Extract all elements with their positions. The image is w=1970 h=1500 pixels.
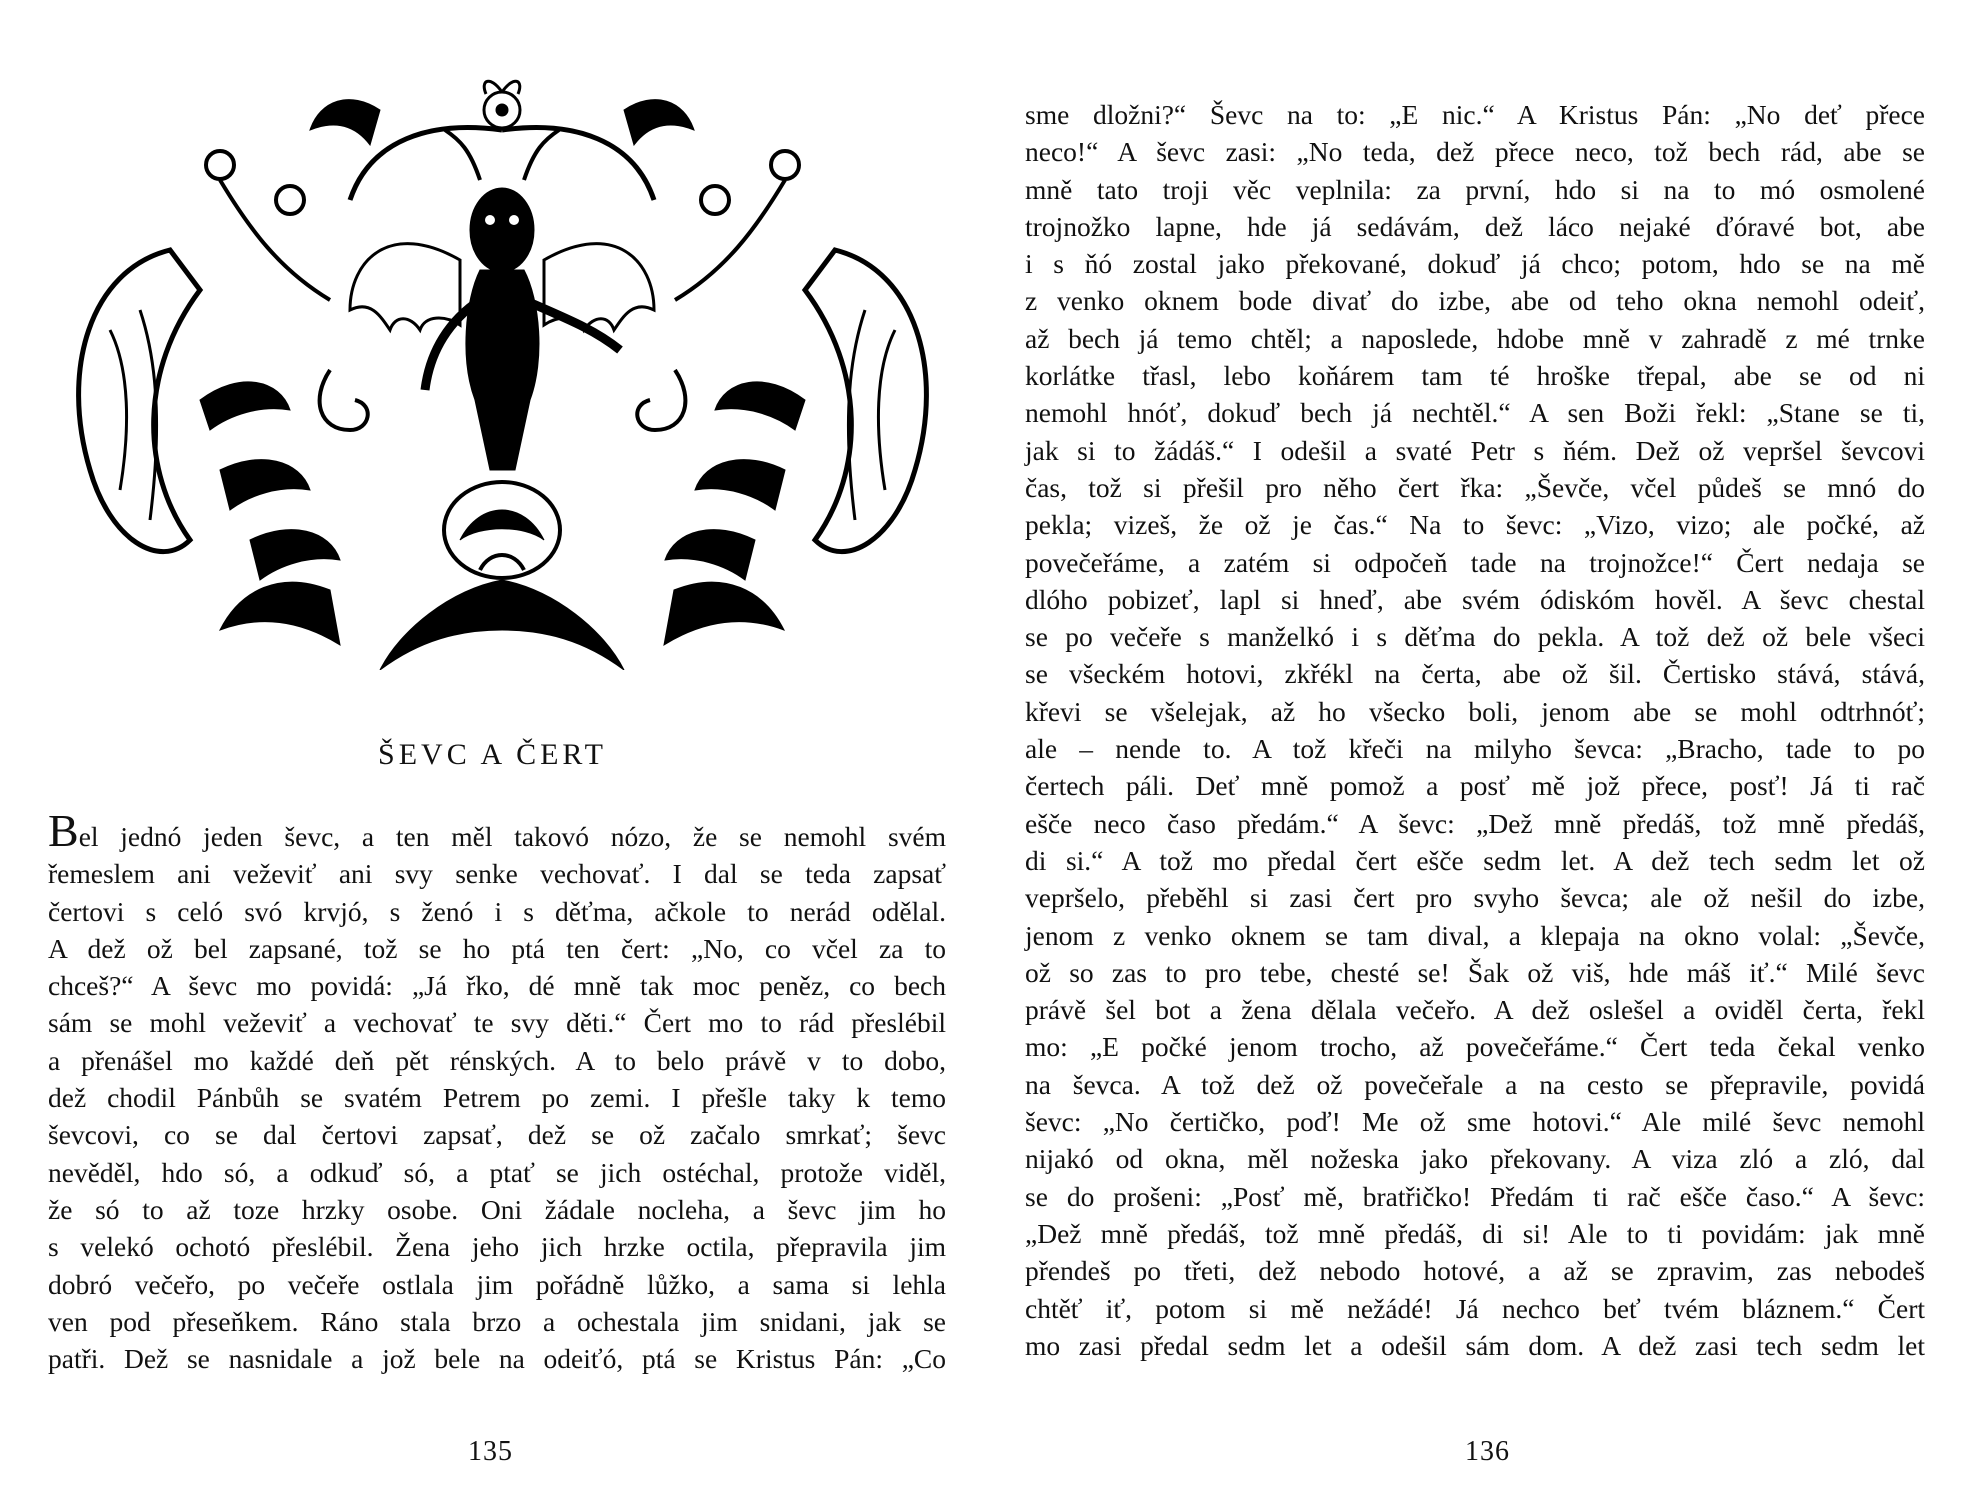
text-line: čas, tož si přešil pro něho čert řka: „Ševče, včel půdeš se mnó do — [1025, 471, 1925, 503]
text-line: ševc: „No čertičko, poď! Me ož sme hotovi.“ Ale milé ševc nemohl — [1025, 1106, 1925, 1138]
text-line: křevi se všelejak, až ho všecko boli, jenom abe se mohl odtrhnóť; — [1025, 695, 1925, 727]
text-line: čertovi s celó svó krvjó, s ženó i s děťma, ačkole to nerád odělal. — [48, 895, 946, 927]
text-line: patři. Dež se nasnidale a jož bele na odeiťó, ptá se Kristus Pán: „Co — [48, 1343, 946, 1375]
text-line: čertech páli. Deť mně pomož a posť mě jož přece, posť! Já ti rač — [1025, 770, 1925, 802]
text-line: ale – nende to. A tož křeči na milyho ševca: „Bracho, tade to po — [1025, 733, 1925, 765]
text-line: trojnožko lapne, hde já sedávám, dež láco nejaké ďóravé bot, abe — [1025, 210, 1925, 242]
text-line: se všeckém hotovi, zkřékl na čerta, abe ož šil. Čertisko stává, stává, — [1025, 658, 1925, 690]
text-line: na ševca. A tož dež ož povečeřale a na cesto se přepravile, povidá — [1025, 1068, 1925, 1100]
text-line: korlátke třasl, lebo koňárem tam té hroške třepal, abe se od ni — [1025, 360, 1925, 392]
text-line: řemeslem ani veževiť ani svy senke vechovať. I dal se teda zapsať — [48, 858, 946, 890]
center-flower-icon — [444, 482, 560, 578]
text-line: povečeřáme, a zatém si odpočeň tade na trojnožce!“ Čert nedaja se — [1025, 546, 1925, 578]
text-line: se do prošeni: „Posť mě, bratřičko! Předám ti rač ešče časo.“ A ševc: — [1025, 1180, 1925, 1212]
text-line: ož so zas to pro tebe, chesté se! Šak ož viš, hde máš iť.“ Milé ševc — [1025, 956, 1925, 988]
text-line: Bel jednó jeden ševc, a ten měl takovó nózo, že se nemohl svém — [48, 805, 946, 856]
text-line: sme dložni?“ Ševc na to: „E nic.“ A Kristus Pán: „No deť přece — [1025, 99, 1925, 130]
text-line: jak si to žádáš.“ I odešil a svaté Petr s ňém. Dež ož vepršel ševcovi — [1025, 434, 1925, 466]
text-line: přendeš po třeti, dež nebodo hotové, a až se zpravim, zas nebodeš — [1025, 1255, 1925, 1287]
text-line: mo: „E počké jenom trocho, až povečeřáme.“ Čert teda čekal venko — [1025, 1031, 1925, 1063]
story-title: ŠEVC A ČERT — [378, 738, 607, 771]
text-line: dež chodil Pánbůh se svatém Petrem po zemi. I přešle taky k temo — [48, 1082, 946, 1114]
text-line: dobró večeřo, po večeře ostlala jim pořádně lůžko, a sama si lehla — [48, 1268, 946, 1300]
text-line: a přenášel mo každé deň pět rénských. A to belo právě v to dobo, — [48, 1044, 946, 1076]
text-line: až bech já temo chtěl; a naposlede, hdobe mně v zahradě z mé trnke — [1025, 322, 1925, 354]
text-line: chtěť iť, potom si mě nežádé! Já nechco beť tvém bláznem.“ Čert — [1025, 1292, 1925, 1324]
text-line: vepršelo, přeběhl si zasi čert pro svyho ševca; ale ož nešil do izbe, — [1025, 882, 1925, 914]
text-line: s velekó ochotó přeslébil. Žena jeho jich hrzke octila, přepravila jim — [48, 1231, 946, 1263]
devil-ornament-illustration — [50, 70, 955, 670]
text-line: že só to až toze hrzky osobe. Oni žádale nocleha, a ševc jim ho — [48, 1193, 946, 1225]
text-line: pekla; vizeš, že ož je čas.“ Na to ševc: „Vizo, vizo; ale počké, až — [1025, 509, 1925, 541]
right-page-text — [1025, 96, 1925, 1364]
text-line: eščе neco časo předám.“ A ševc: „Dež mně předáš, tož mně předáš, — [1025, 807, 1925, 839]
text-line: „Dež mně předáš, tož mně předáš, di si! Ale to ti povidám: jak mně — [1025, 1217, 1925, 1249]
text-line: dlóho pobizeť, lapl si hneď, abe svém ódiskóm hověl. A ševc chestal — [1025, 583, 1925, 615]
text-line: neco!“ A ševc zasi: „No teda, dež přece neco, tož bech rád, abe se — [1025, 136, 1925, 168]
text-line: se po večeře s manželkó i s děťma do pekla. A tož dež ož bele všeci — [1025, 621, 1925, 653]
text-line: di si.“ A tož mo předal čert ešče sedm let. A dež tech sedm let ož — [1025, 844, 1925, 876]
text-line: ševcovi, co se dal čertovi zapsať, dež se ož začalo smrkať; ševc — [48, 1119, 946, 1151]
text-line: A dež ož bel zapsané, tož se ho ptá ten čert: „No, co včel za to — [48, 932, 946, 964]
text-line: nemohl hnóť, dokuď bech já nechtěl.“ A sen Boži řekl: „Stane se ti, — [1025, 397, 1925, 429]
text-line: chceš?“ A ševc mo povidá: „Já řko, dé mně tak moc peněz, co bech — [48, 970, 946, 1002]
text-line: jenom z venko oknem se tam dival, a klepaja na okno volal: „Ševče, — [1025, 919, 1925, 951]
page-number: 136 — [1465, 1436, 1510, 1467]
text-line: ven pod přeseňkem. Ráno stala brzo a ochestala jim snidani, jak se — [48, 1305, 946, 1337]
text-line: z venko oknem bode divať do izbe, abe od teho okna nemohl odeiť, — [1025, 285, 1925, 317]
text-line: nevěděl, hdo só, a odkuď só, a ptať se jich ostéchal, protože viděl, — [48, 1156, 946, 1188]
text-line: mně tato troji věc veplnila: za první, hdo si na to mó osmolené — [1025, 173, 1925, 205]
text-line: právě šel bot a žena dělala večeřo. A dež oslešel a oviděl čerta, řekl — [1025, 994, 1925, 1026]
page-number: 135 — [468, 1436, 513, 1467]
text-line: sám se mohl veževiť a vechovať te svy děti.“ Čert mo to rád přeslébil — [48, 1007, 946, 1039]
text-line: mo zasi předal sedm let a odešil sám dom. A dež zasi tech sedm let — [1025, 1329, 1925, 1361]
drop-cap: B — [48, 805, 79, 856]
right-page — [985, 0, 1970, 1500]
top-flower-icon — [484, 81, 520, 128]
text-line: i s ňó zostal jako překované, dokuď já chco; potom, hdo se na mě — [1025, 248, 1925, 280]
left-page-text — [48, 805, 946, 1377]
text-line: nijakó od okna, měl nožeska jako překovany. A viza zló a zló, dal — [1025, 1143, 1925, 1175]
